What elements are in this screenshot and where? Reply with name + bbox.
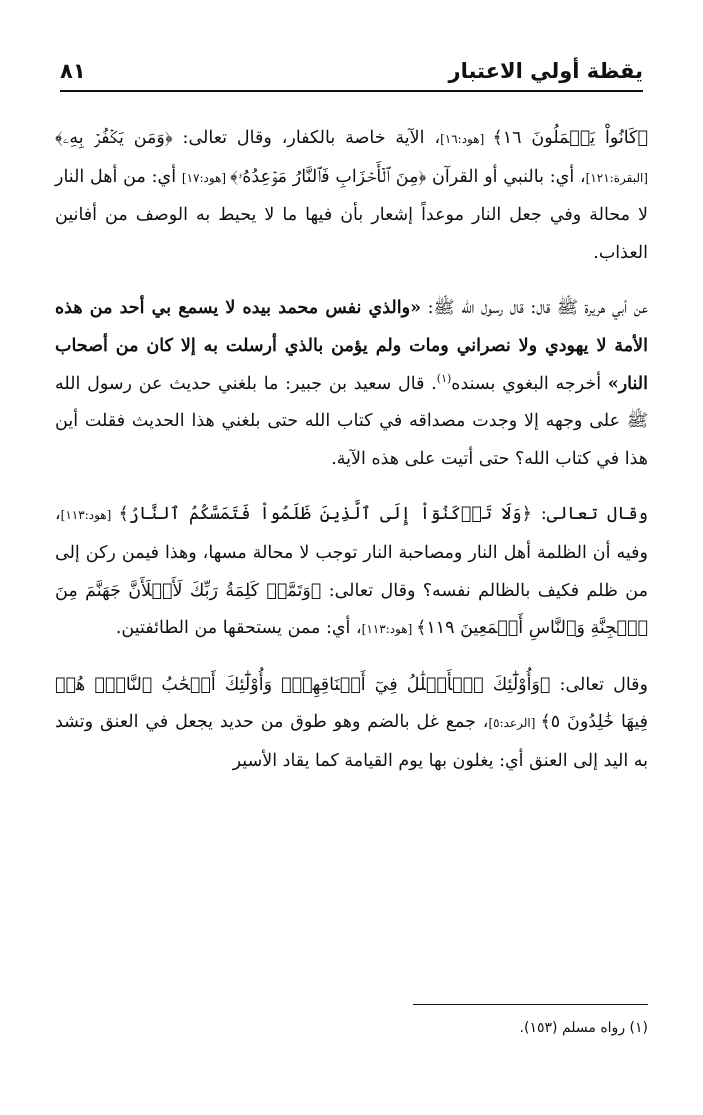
quran-verse: ﴿مِنَ ٱلۡأَحۡزَابِ فَٱلنَّارُ مَوۡعِدُهُۥ﴾	[230, 166, 427, 187]
text-run: وقال تعالى:	[550, 674, 648, 695]
page-number: ٨١	[60, 59, 86, 83]
verse-reference: [هود:١٦]	[440, 132, 493, 146]
verse-reference: [هود:١٧]	[181, 170, 231, 185]
text-run: أخرجه البغوي بسنده	[451, 373, 608, 394]
quran-verse: ﴿وَمَن يَكۡفُرۡ بِهِۦ﴾	[55, 128, 173, 148]
paragraph-1	[55, 120, 648, 272]
page-header	[60, 52, 643, 86]
footnote-rule	[413, 1004, 648, 1005]
quran-verse: ﴿وَتَمَّتۡ كَلِمَةُ رَبِّكَ لَأَمۡلَأَنَّ جَهَنَّمَ مِنَ ٱلۡجِنَّةِ وَٱلنَّاسِ أَجۡمَعِينَ ١١٩﴾	[55, 580, 648, 639]
paragraph-3	[55, 496, 648, 648]
paragraph-2	[55, 290, 648, 478]
quran-verse: ﴿وَلَا تَرۡكَنُوٓاْ إِلَى ٱلَّذِينَ ظَلَمُواْ فَتَمَسَّكُمُ ٱلنَّارُ﴾	[118, 504, 532, 525]
text-run: ، جمع غل بالضم وهو طوق من حديد يجعل في العنق وتشد به اليد إلى العنق أي: يغلون بها يوم القيامة كما يقاد الأسير	[55, 712, 648, 771]
running-title: يقظة أولي الاعتبار	[448, 59, 643, 83]
header-rule	[60, 90, 643, 92]
text-run: . قال سعيد بن جبير: ما بلغني حديث عن رسول الله ﷺ على وجهه إلا وجدت مصداقه في كتاب الله حتى بلغني هذا الحديث فقلت أين هذا في كتاب الله؟ حتى أتيت على هذه الآية.	[55, 373, 648, 469]
verse-reference: [هود:١١٣]	[60, 508, 119, 523]
text-run: ، الآية خاصة بالكفار، وقال تعالى:	[172, 128, 441, 148]
paragraph-4	[55, 667, 648, 781]
verse-reference: [هود:١١٣]	[361, 622, 417, 637]
text-run: ، أي: بالنبي أو القرآن	[426, 166, 586, 187]
text-run: وقال تعالى:	[531, 504, 648, 525]
text-run: أي: من أهل النار لا محالة وفي جعل النار موعداً إشعار بأن فيها ما لا يحيط به الوصف من أفانين العذاب.	[55, 166, 648, 263]
verse-reference: [الرعد:٥]	[488, 716, 541, 731]
main-text	[55, 120, 648, 781]
verse-reference: [البقرة:١٢١]	[585, 170, 648, 185]
hadith-text: «والذي نفس محمد بيده لا يسمع بي أحد من هذه الأمة لا يهودي ولا نصراني ومات ولم يؤمن بالذي أرسلت به إلا كان من أصحاب النار»	[55, 298, 648, 394]
text-run: ، أي: ممن يستحقها من الطائفتين.	[115, 618, 362, 639]
text-run: عن أبي هريرة ﷺ قال: قال رسول الله ﷺ:	[421, 298, 648, 319]
footnote-marker[interactable]: (١)	[436, 371, 452, 385]
quran-verse: ﴿كَانُواْ يَعۡمَلُونَ ١٦﴾	[492, 128, 648, 148]
text-run: ، وفيه أن الظلمة أهل النار ومصاحبة النار توجب لا محالة مسها، وهذا فيمن ركن إلى من ظلم فكيف بالظالم نفسه؟ وقال تعالى:	[55, 504, 648, 601]
footnote: (١) رواه مسلم (١٥٣).	[519, 1020, 648, 1036]
quran-verse: ﴿وَأُوْلَٰٓئِكَ ٱلۡأَغۡلَٰلُ فِيٓ أَعۡنَاقِهِمۡۖ وَأُوْلَٰٓئِكَ أَصۡحَٰبُ ٱلنَّارِۖ هُمۡ فِيهَا خَٰلِدُونَ ٥﴾	[55, 674, 648, 733]
